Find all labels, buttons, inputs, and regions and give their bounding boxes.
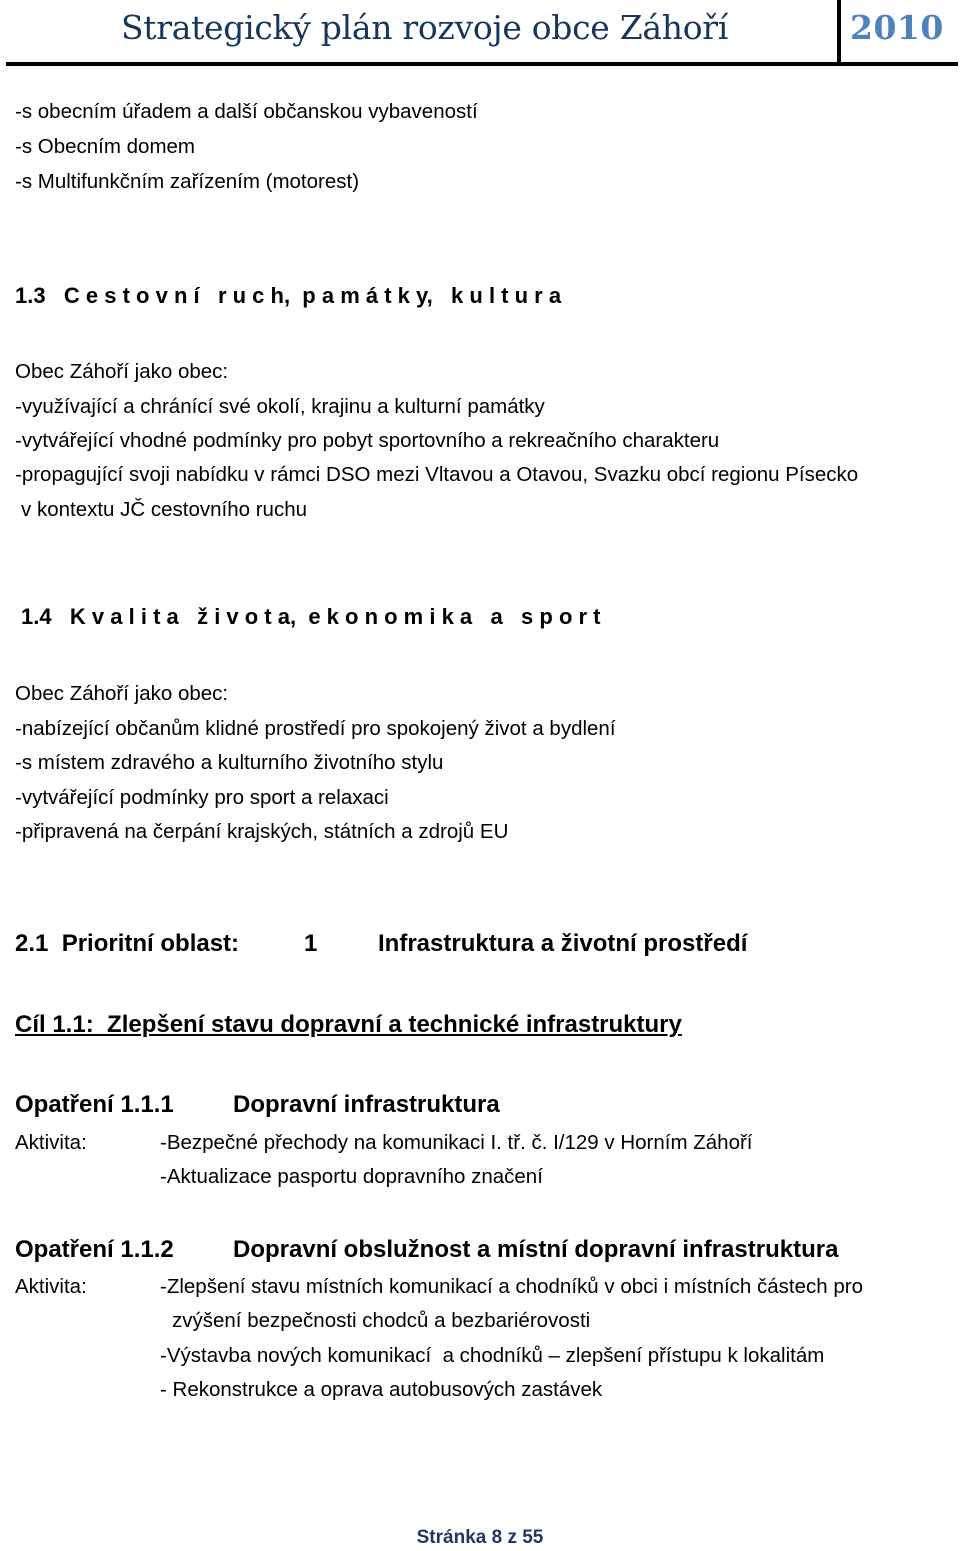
header-title: Strategický plán rozvoje obce Záhoří	[120, 8, 728, 47]
section-line: -propagující svoji nabídku v rámci DSO mezi Vltavou a Otavou, Svazku obcí regionu Písecko	[15, 463, 859, 486]
header-separator	[837, 0, 841, 64]
priority-label: 2.1 Prioritní oblast:	[15, 930, 240, 957]
section-line: -s místem zdravého a kulturního životního stylu	[15, 751, 444, 774]
intro-line: -s Obecním domem	[15, 135, 195, 158]
section-heading-1-3: 1.3 C e s t o v n í r u c h, p a m á t k y, k u l t u r a	[15, 283, 562, 308]
measure-title: Dopravní infrastruktura	[233, 1091, 500, 1118]
section-line: -využívající a chránící své okolí, krajinu a kulturní památky	[15, 395, 545, 418]
section-line: v kontextu JČ cestovního ruchu	[21, 498, 308, 521]
section-heading-1-4: 1.4 K v a l i t a ž i v o t a, e k o n o m i k a a s p o r t	[21, 604, 601, 629]
activity-item: -Zlepšení stavu místních komunikací a chodníků v obci i místních částech pro	[160, 1275, 864, 1298]
section-line: -připravená na čerpání krajských, státních a zdrojů EU	[15, 820, 509, 843]
activity-item: - Rekonstrukce a oprava autobusových zastávek	[160, 1378, 603, 1401]
measure-label: Opatření 1.1.2	[15, 1236, 174, 1263]
section-line: Obec Záhoří jako obec:	[15, 360, 229, 383]
section-line: -vytvářející podmínky pro sport a relaxaci	[15, 786, 389, 809]
page-header	[0, 0, 960, 66]
activity-item: -Bezpečné přechody na komunikaci I. tř. č. I/129 v Horním Záhoří	[160, 1131, 753, 1154]
section-line: -vytvářející vhodné podmínky pro pobyt sportovního a rekreačního charakteru	[15, 429, 720, 452]
section-line: -nabízející občanům klidné prostředí pro spokojený život a bydlení	[15, 717, 616, 740]
header-year: 2010	[850, 8, 944, 47]
priority-title: Infrastruktura a životní prostředí	[378, 930, 748, 957]
activity-item: -Výstavba nových komunikací a chodníků – zlepšení přístupu k lokalitám	[160, 1344, 825, 1367]
intro-line: -s obecním úřadem a další občanskou vybaveností	[15, 100, 478, 123]
measure-label: Opatření 1.1.1	[15, 1091, 174, 1118]
activity-label: Aktivita:	[15, 1275, 87, 1298]
header-rule	[6, 62, 958, 66]
measure-title: Dopravní obslužnost a místní dopravní infrastruktura	[233, 1236, 839, 1263]
activity-item: zvýšení bezpečnosti chodců a bezbariérovosti	[172, 1309, 591, 1332]
page-number: Stránka 8 z 55	[416, 1527, 544, 1548]
activity-item: -Aktualizace pasportu dopravního značení	[160, 1165, 543, 1188]
goal-heading: Cíl 1.1: Zlepšení stavu dopravní a technické infrastruktury	[15, 1011, 682, 1038]
activity-label: Aktivita:	[15, 1131, 87, 1154]
priority-number: 1	[304, 930, 318, 957]
intro-line: -s Multifunkčním zařízením (motorest)	[15, 170, 360, 193]
section-line: Obec Záhoří jako obec:	[15, 682, 229, 705]
